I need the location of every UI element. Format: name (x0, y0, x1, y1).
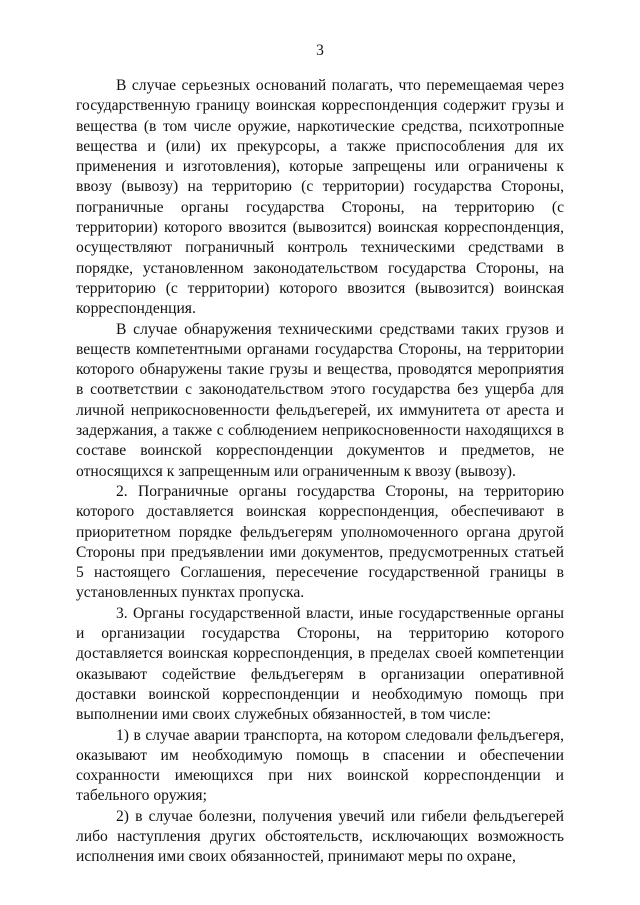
paragraph-subitem-2: 2) в случае болезни, получения увечий или гибели фельдъегерей либо наступления других обстоятельств, исключающих возможность исполнения ими своих обязанностей, принимают меры по охране, (76, 807, 564, 866)
paragraph-subitem-1: 1) в случае аварии транспорта, на котором следовали фельдъегеря, оказывают им необходимую помощь в спасении и обеспечении сохранности имеющихся при них воинской корреспонденции и табельного оружия; (76, 726, 564, 805)
document-body (76, 76, 564, 868)
paragraph-item-3: 3. Органы государственной власти, иные государственные органы и организации государства Стороны, на территорию которого доставляется воинская корреспонденция, в пределах своей компетенции оказывают содействие фельдъегерям в организации оперативной доставки воинской корреспонденции и необходимую помощь при выполнении ими своих служебных обязанностей, в том числе: (76, 604, 564, 724)
paragraph-border-control: В случае серьезных оснований полагать, что перемещаемая через государственную границу воинская корреспонденция содержит грузы и вещества (в том числе оружие, наркотические средства, психотропные вещества и (или) их прекурсоры, а также приспособления для их применения и изготовления), которые запрещены или ограничены к ввозу (вывозу) на территорию (с территории) государства Стороны, пограничные органы государства Стороны, на территорию (с территории) которого ввозится (вывозится) воинская корреспонденция, осуществляют пограничный контроль техническими средствами в порядке, установленном законодательством государства Стороны, на территорию (с территории) которого ввозится (вывозится) воинская корреспонденция. (76, 77, 564, 318)
paragraph-detection-measures: В случае обнаружения техническими средствами таких грузов и веществ компетентными органами государства Стороны, на территории которого обнаружены такие грузы и вещества, проводятся мероприятия в соответствии с законодательством этого государства без ущерба для личной неприкосновенности фельдъегерей, их иммунитета от ареста и задержания, а также с соблюдением неприкосновенности находящихся в составе воинской корреспонденции документов и предметов, не относящихся к запрещенным или ограниченным к ввозу (вывозу). (76, 320, 564, 480)
page-number: 3 (316, 42, 324, 59)
paragraph-item-2: 2. Пограничные органы государства Стороны, на территорию которого доставляется воинская корреспонденция, обеспечивают в приоритетном порядке фельдъегерям уполномоченного органа другой Стороны при предъявлении ими документов, предусмотренных статьей 5 настоящего Соглашения, пересечение государственной границы в установленных пунктах пропуска. (76, 482, 564, 602)
